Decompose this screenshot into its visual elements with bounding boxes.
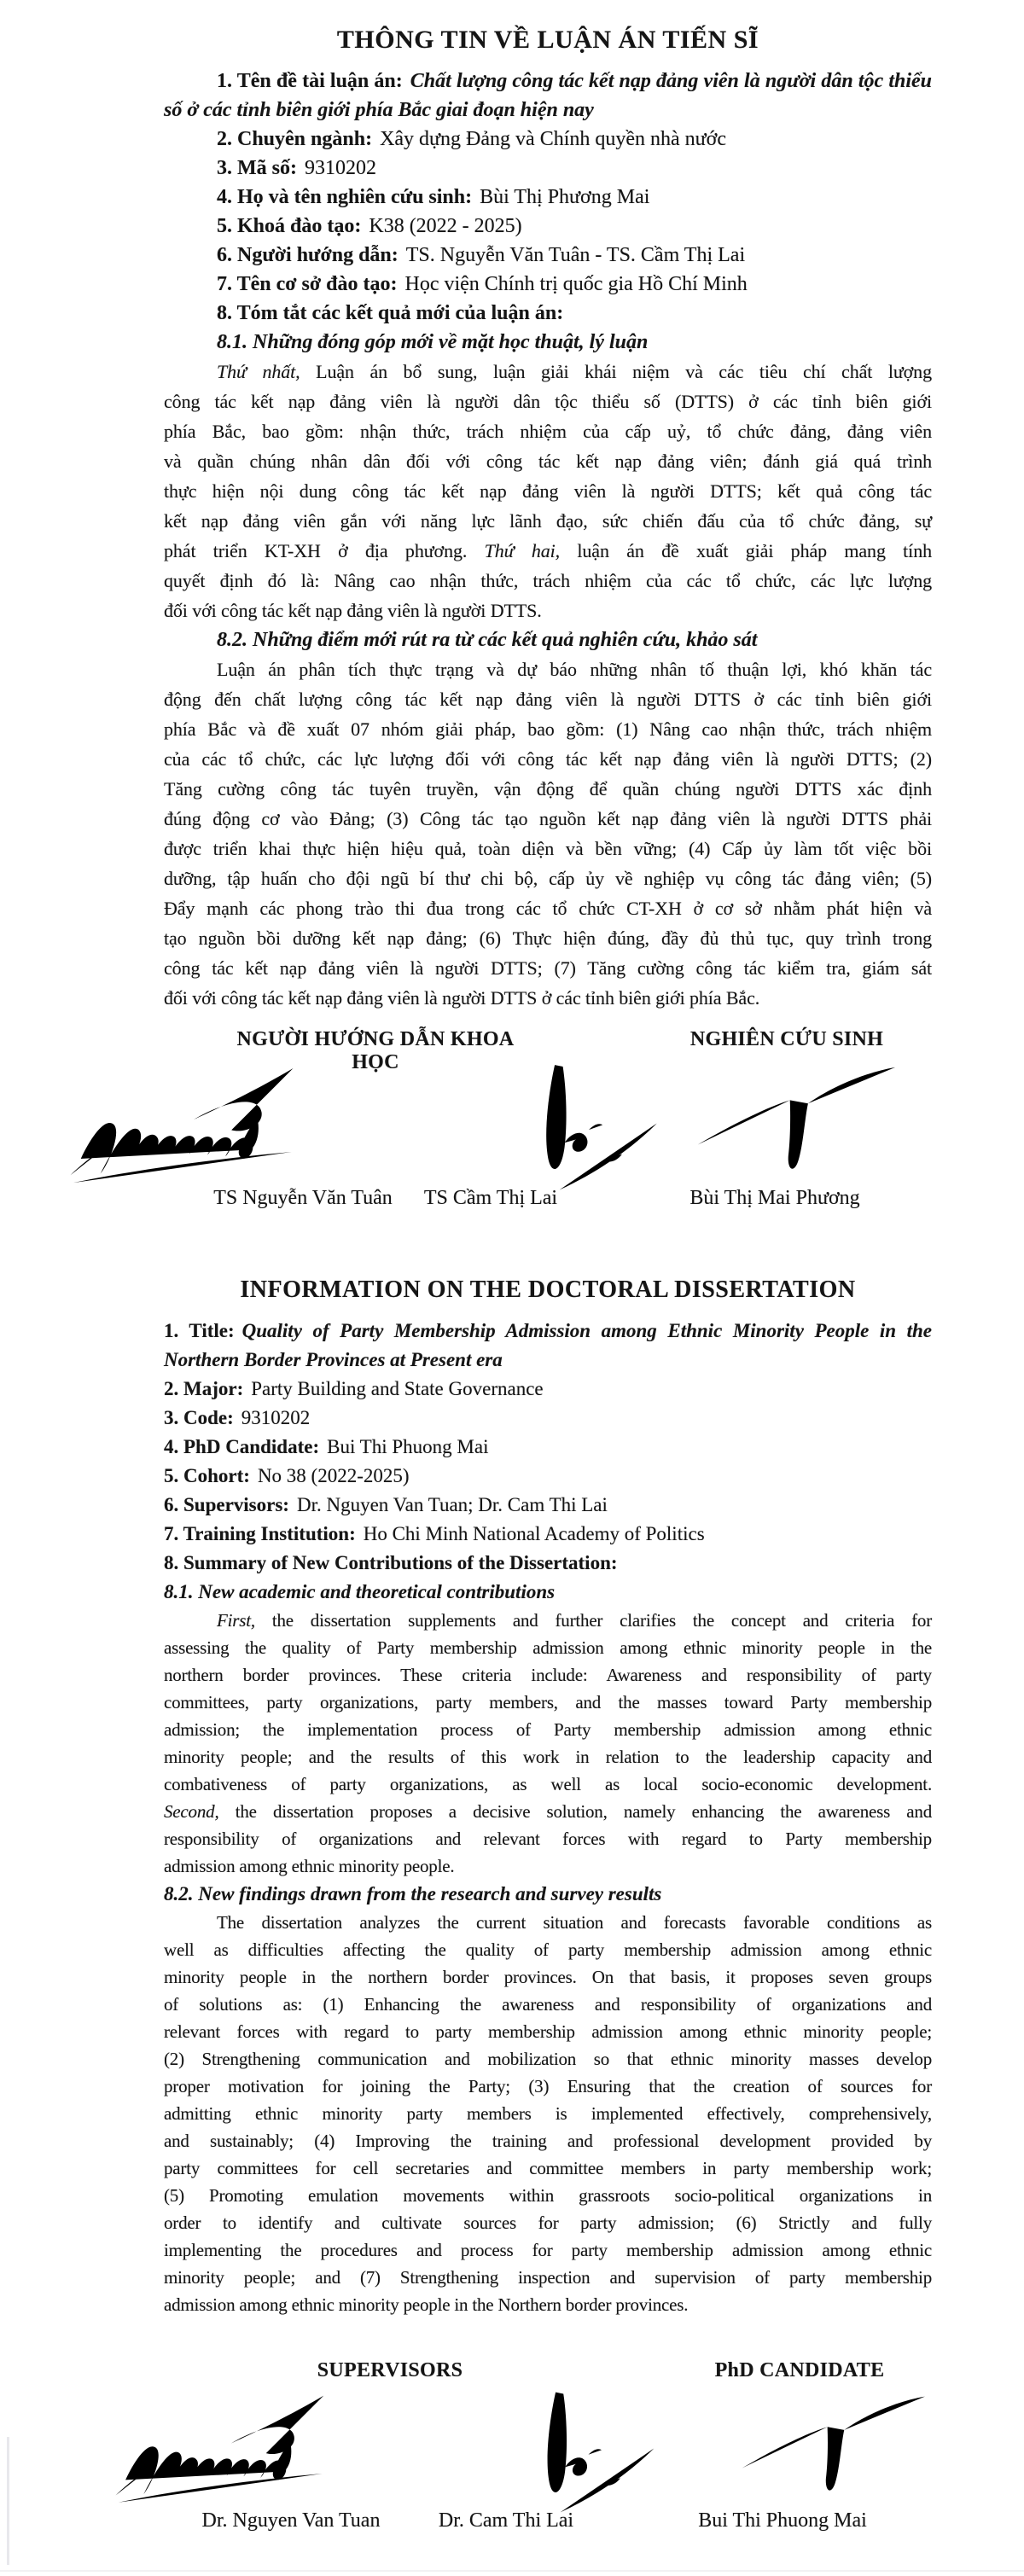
text-line: quyết định đó là: Nâng cao nhận thức, trách nhiệm của các tổ chức, các lực lượng bbox=[164, 570, 932, 591]
en-paragraph-82 bbox=[164, 1909, 932, 2318]
en-items bbox=[164, 1317, 932, 1578]
vn-paragraph-81 bbox=[164, 357, 932, 625]
vn-candidate-heading: NGHIÊN CỨU SINH bbox=[689, 1028, 884, 1050]
vn-item-cohort: 5. Khoá đào tạo: K38 (2022 - 2025) bbox=[217, 215, 522, 237]
scan-artifact bbox=[0, 2570, 1024, 2572]
text-line: được triển khai thực hiện hiệu quả, toàn diện và bền vững; (4) Cấp ủy làm tốt việc bồi bbox=[164, 838, 932, 859]
text-line: northern border provinces. These criteria include: Awareness and responsibility of party bbox=[164, 1665, 932, 1685]
vn-candidate-name: Bùi Thị Mai Phương bbox=[689, 1187, 860, 1209]
vn-item-title-value: Chất lượng công tác kết nạp đảng viên là người dân tộc thiểu số ở các tỉnh biên giới phía Bắc giai đoạn hiện nay bbox=[164, 70, 932, 121]
text-line: Tăng cường công tác tuyên truyền, vận động để quần chúng người DTTS xác định bbox=[164, 778, 932, 800]
text-line: First, the dissertation supplements and further clarifies the concept and criteria for bbox=[217, 1610, 932, 1631]
text-line: động đến chất lượng công tác kết nạp đảng viên là người DTTS ở các tỉnh biên giới bbox=[164, 689, 932, 710]
vn-item-supervisors: 6. Người hướng dẫn: TS. Nguyễn Văn Tuân - TS. Cầm Thị Lai bbox=[217, 244, 746, 266]
vn-paragraph-82 bbox=[164, 654, 932, 1013]
text-line: minority people; and the results of this work in relation to the leadership capacity and bbox=[164, 1747, 932, 1767]
text-line: well as difficulties affecting the quality of party membership admission among ethnic bbox=[164, 1939, 932, 1960]
text-line: công tác kết nạp đảng viên là người dân tộc thiểu số (DTTS) ở các tỉnh biên giới bbox=[164, 391, 932, 412]
text-line: của các tổ chức, các lực lượng đối với công tác kết nạp đảng viên là người DTTS; (2) bbox=[164, 748, 932, 770]
text-line: admission among ethnic minority people in the Northern border provinces. bbox=[164, 2294, 689, 2315]
en-supervisor-1-name: Dr. Nguyen Van Tuan bbox=[201, 2509, 381, 2532]
text-line: Second, the dissertation proposes a decisive solution, namely enhancing the awareness and bbox=[164, 1801, 932, 1822]
text-line: minority people in the northern border provinces. On that basis, it proposes seven groups bbox=[164, 1967, 932, 1987]
text-line: committees, party organizations, party members, and the masses toward Party membership bbox=[164, 1692, 932, 1712]
text-line: admission; the implementation process of Party membership admission among ethnic bbox=[164, 1719, 932, 1740]
en-supervisor-2-name: Dr. Cam Thi Lai bbox=[438, 2509, 574, 2532]
en-item-code: 3. Code: 9310202 bbox=[164, 1407, 311, 1428]
en-item-candidate: 4. PhD Candidate: Bui Thi Phuong Mai bbox=[164, 1436, 489, 1457]
text-line: assessing the quality of Party membership admission among ethnic minority people in the bbox=[164, 1637, 932, 1658]
en-signature-block bbox=[164, 2359, 932, 2564]
signature-nguyen-van-tuan bbox=[98, 2390, 448, 2509]
text-line: responsibility of organizations and relevant forces with regard to Party membership bbox=[164, 1829, 932, 1849]
text-line: implementing the procedures and process for party membership admission among ethnic bbox=[164, 2240, 932, 2260]
vn-item-candidate: 4. Họ và tên nghiên cứu sinh: Bùi Thị Phương Mai bbox=[217, 186, 650, 208]
text-line: phía Bắc, bao gồm: nhận thức, trách nhiệm của cấp uỷ, tổ chức đảng, đảng viên bbox=[164, 421, 932, 442]
signature-nguyen-van-tuan bbox=[51, 1062, 427, 1190]
vn-supervisor-1-name: TS Nguyễn Văn Tuân bbox=[213, 1187, 393, 1209]
vn-item-summary: 8. Tóm tắt các kết quả mới của luận án: bbox=[217, 302, 564, 324]
text-line: dưỡng, tập huấn cho đội ngũ bí thư chi bộ, cấp ủy về nghiệp vụ công tác đảng viên; (5) bbox=[164, 868, 932, 889]
signature-cam-thi-lai bbox=[508, 1050, 670, 1195]
vn-items bbox=[164, 67, 932, 328]
vn-item-code: 3. Mã số: 9310202 bbox=[217, 157, 376, 179]
signature-bui-thi-mai-phuong bbox=[691, 1064, 922, 1179]
en-candidate-name: Bui Thi Phuong Mai bbox=[698, 2509, 867, 2532]
en-item-supervisors: 6. Supervisors: Dr. Nguyen Van Tuan; Dr. Cam Thi Lai bbox=[164, 1494, 608, 1515]
text-line: kết nạp đảng viên gắn với năng lực lãnh đạo, sức chiến đấu của tổ chức đảng, sự bbox=[164, 510, 932, 532]
vn-item-title bbox=[164, 67, 932, 125]
en-item-title: 1. Title: Quality of Party Membership Admission among Ethnic Minority People in the Northern Border Provinces at Present era bbox=[164, 1320, 932, 1370]
en-item-institution: 7. Training Institution: Ho Chi Minh National Academy of Politics bbox=[164, 1523, 705, 1544]
text-line: relevant forces with regard to party membership admission among ethnic minority people; bbox=[164, 2021, 932, 2042]
vn-signature-block bbox=[164, 1028, 932, 1236]
vn-page-title: THÔNG TIN VỀ LUẬN ÁN TIẾN SĨ bbox=[336, 26, 759, 54]
text-line: Đẩy mạnh các phong trào thi đua trong các tổ chức CT-XH ở cơ sở nhằm phát hiện và bbox=[164, 898, 932, 919]
text-line: đối với công tác kết nạp đảng viên là người DTTS. bbox=[164, 600, 542, 621]
text-line: proper motivation for joining the Party; (3) Ensuring that the creation of sources for bbox=[164, 2076, 932, 2096]
signature-cam-thi-lai bbox=[509, 2380, 667, 2516]
en-heading-82: 8.2. New findings drawn from the research and survey results bbox=[164, 1883, 662, 1904]
text-line: tạo nguồn bồi dưỡng kết nạp đảng; (6) Thực hiện đúng, đầy đủ thủ tục, quy trình trong bbox=[164, 927, 932, 949]
text-line: Luận án phân tích thực trạng và dự báo những nhân tố thuận lợi, khó khăn tác bbox=[217, 659, 932, 680]
vn-supervisor-heading: NGƯỜI HƯỚNG DẪN KHOA HỌC bbox=[236, 1028, 515, 1073]
text-line: (5) Promoting emulation movements within grassroots socio-political organizations in bbox=[164, 2185, 932, 2206]
en-paragraph-81 bbox=[164, 1607, 932, 1880]
text-line: minority people; and (7) Strengthening inspection and supervision of party membership bbox=[164, 2267, 932, 2288]
signature-bui-thi-phuong-mai bbox=[730, 2393, 956, 2500]
text-line: và quần chúng nhân dân đối với công tác kết nạp đảng viên; đánh giá quá trình bbox=[164, 451, 932, 472]
text-line: admitting ethnic minority party members is implemented effectively, comprehensively, bbox=[164, 2103, 932, 2124]
text-line: đúng động cơ vào Đảng; (3) Công tác tạo nguồn kết nạp đảng viên là người DTTS phải bbox=[164, 808, 932, 829]
en-page-title: INFORMATION ON THE DOCTORAL DISSERTATION bbox=[240, 1276, 856, 1303]
en-candidate-heading: PhD CANDIDATE bbox=[714, 2359, 885, 2381]
text-line: phía Bắc và đề xuất 07 nhóm giải pháp, bao gồm: (1) Nâng cao nhận thức, trách nhiệm bbox=[164, 718, 932, 740]
en-heading-81: 8.1. New academic and theoretical contributions bbox=[164, 1581, 556, 1602]
text-line: công tác kết nạp đảng viên là người DTTS; (7) Tăng cường công tác kiểm tra, giám sát bbox=[164, 957, 932, 979]
vn-item-title-label: 1. Tên đề tài luận án: bbox=[217, 70, 403, 92]
en-item-summary: 8. Summary of New Contributions of the Dissertation: bbox=[164, 1552, 618, 1573]
en-item-cohort: 5. Cohort: No 38 (2022-2025) bbox=[164, 1465, 410, 1486]
english-section bbox=[164, 1274, 932, 2564]
text-line: The dissertation analyzes the current situation and forecasts favorable conditions as bbox=[217, 1912, 932, 1933]
text-line: Thứ nhất, Luận án bổ sung, luận giải khái niệm và các tiêu chí chất lượng bbox=[217, 361, 932, 382]
vn-supervisor-2-name: TS Cầm Thị Lai bbox=[423, 1187, 558, 1209]
text-line: đối với công tác kết nạp đảng viên là người DTTS ở các tỉnh biên giới phía Bắc. bbox=[164, 987, 760, 1009]
en-supervisor-heading: SUPERVISORS bbox=[317, 2359, 463, 2381]
vn-heading-82: 8.2. Những điểm mới rút ra từ các kết quả nghiên cứu, khảo sát bbox=[217, 629, 758, 651]
text-line: (2) Strengthening communication and mobilization so that ethnic minority masses develop bbox=[164, 2049, 932, 2069]
text-line: and sustainably; (4) Improving the training and professional development provided by bbox=[164, 2131, 932, 2151]
text-line: admission among ethnic minority people. bbox=[164, 1856, 455, 1876]
scan-artifact bbox=[7, 2437, 9, 2565]
en-item-major: 2. Major: Party Building and State Governance bbox=[164, 1378, 544, 1399]
text-line: combativeness of party organizations, as well as local socio-economic development. bbox=[164, 1774, 932, 1794]
text-line: thực hiện nội dung công tác kết nạp đảng viên là người DTTS; kết quả công tác bbox=[164, 480, 932, 502]
text-line: of solutions as: (1) Enhancing the awareness and responsibility of organizations and bbox=[164, 1994, 932, 2015]
vn-heading-81: 8.1. Những đóng góp mới về mặt học thuật, lý luận bbox=[217, 331, 649, 353]
vn-item-major: 2. Chuyên ngành: Xây dựng Đảng và Chính quyền nhà nước bbox=[217, 128, 727, 150]
vn-item-institution: 7. Tên cơ sở đào tạo: Học viện Chính trị quốc gia Hồ Chí Minh bbox=[217, 273, 748, 295]
text-line: phát triển KT-XH ở địa phương. Thứ hai, luận án đề xuất giải pháp mang tính bbox=[164, 540, 932, 561]
text-line: order to identify and cultivate sources for party admission; (6) Strictly and fully bbox=[164, 2213, 932, 2233]
text-line: party committees for cell secretaries and committee members in party membership work; bbox=[164, 2158, 932, 2178]
document-content bbox=[164, 24, 932, 2564]
